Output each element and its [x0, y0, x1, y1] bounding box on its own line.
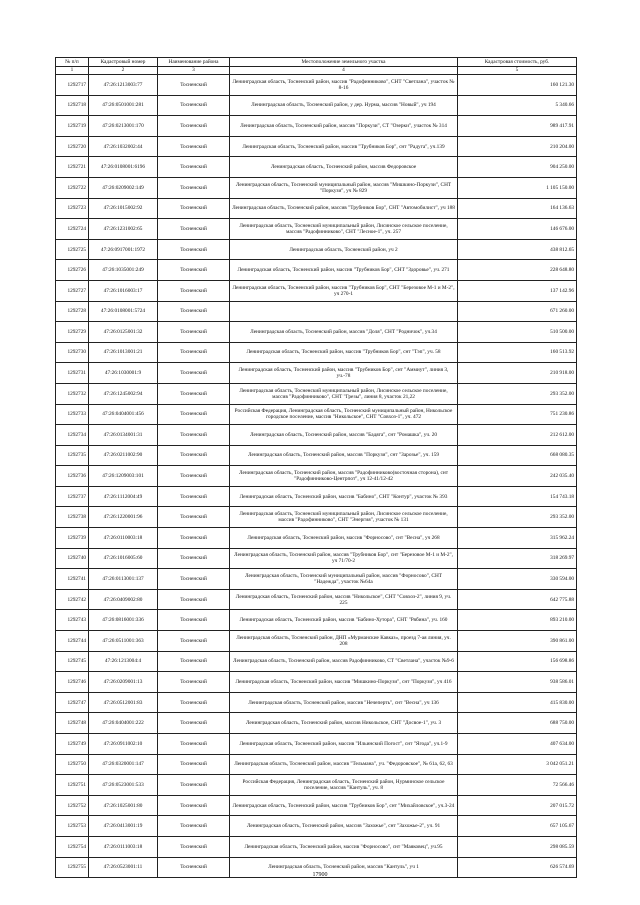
location-cell: Ленинградская область, Тосненский район, массив "Бабино", СНТ "Контур", участок № 393 — [230, 486, 458, 507]
cadastral-number-cell: 47:26:0113001:137 — [89, 569, 158, 590]
cadastral-number-cell: 47:26:1213003:77 — [89, 75, 158, 96]
row-number-cell: 1292753 — [56, 816, 89, 837]
location-cell: Ленинградская область, Тосненский муниципальный район, Лисинское сельское поселение, массив "Радофинниково", СНТ "Грезы", линия 8, участок 21,22 — [230, 383, 458, 404]
cadastral-number-cell: 47:26:0404001:222 — [89, 713, 158, 734]
row-number-cell: 1292740 — [56, 548, 89, 569]
row-number-cell: 1292737 — [56, 486, 89, 507]
table-row — [56, 342, 577, 363]
row-number-cell: 1292720 — [56, 136, 89, 157]
location-cell: Ленинградская область, Тосненский район, массив "Бадяга", снт "Ромашка", уч. 20 — [230, 425, 458, 446]
table-row — [56, 610, 577, 631]
cadastral-number-cell: 47:26:1025001:80 — [89, 795, 158, 816]
cadastral-number-cell: 47:26:1032002:44 — [89, 136, 158, 157]
district-cell: Тосненский — [158, 445, 230, 466]
table-row — [56, 672, 577, 693]
row-number-cell: 1292725 — [56, 239, 89, 260]
location-cell: Ленинградская область, Тосненский район, массив "Доля", СНТ "Родничок", уч.34 — [230, 322, 458, 343]
column-index-cell: 1 — [56, 67, 89, 75]
row-number-cell: 1292752 — [56, 795, 89, 816]
district-cell: Тосненский — [158, 692, 230, 713]
district-cell: Тосненский — [158, 219, 230, 240]
cadastral-number-cell: 47:26:0413001:19 — [89, 816, 158, 837]
location-cell: Ленинградская область, Тосненский район, массив "Нечеперть", снт "Весна", уч 136 — [230, 692, 458, 713]
cadastral-number-cell: 47:26:1035001:249 — [89, 260, 158, 281]
row-number-cell: 1292754 — [56, 836, 89, 857]
value-cell: 688 750.00 — [458, 713, 577, 734]
table-row — [56, 795, 577, 816]
value-cell: 315 962.24 — [458, 528, 577, 549]
table-row — [56, 95, 577, 116]
cadastral-number-cell: 47:26:0511001:363 — [89, 631, 158, 652]
location-cell: Ленинградская область, Тосненский район, массив "Трубников Бор", снт "Тэп", уч. 58 — [230, 342, 458, 363]
value-cell: 668 080.35 — [458, 445, 577, 466]
district-cell: Тосненский — [158, 116, 230, 137]
value-cell: 212 612.00 — [458, 425, 577, 446]
value-cell: 72 566.46 — [458, 775, 577, 796]
value-cell: 293 352.00 — [458, 507, 577, 528]
table-header-row — [56, 58, 577, 67]
row-number-cell: 1292739 — [56, 528, 89, 549]
cadastral-number-cell: 47:26:1013001:21 — [89, 342, 158, 363]
value-cell: 904 250.00 — [458, 157, 577, 178]
row-number-cell: 1292741 — [56, 569, 89, 590]
value-cell: 390 861.00 — [458, 631, 577, 652]
table-row — [56, 219, 577, 240]
value-cell: 5 340.66 — [458, 95, 577, 116]
table-row — [56, 651, 577, 672]
location-cell: Ленинградская область, Тосненский район, массив Радофинниково, СТ "Светлана", участок №9-6 — [230, 651, 458, 672]
value-cell: 407 634.00 — [458, 734, 577, 755]
district-cell: Тосненский — [158, 610, 230, 631]
cadastral-number-cell: 47:26:1015002:92 — [89, 198, 158, 219]
district-cell: Тосненский — [158, 404, 230, 425]
location-cell: Ленинградская область, Тосненский район, массив "Захожье", снт "Захожье-2", уч. 91 — [230, 816, 458, 837]
district-cell: Тосненский — [158, 631, 230, 652]
value-cell: 1 105 150.00 — [458, 177, 577, 198]
header-district-name: Наименование района — [158, 58, 230, 67]
value-cell: 626 574.69 — [458, 857, 577, 878]
district-cell: Тосненский — [158, 95, 230, 116]
table-row — [56, 280, 577, 301]
row-number-cell: 1292727 — [56, 280, 89, 301]
row-number-cell: 1292722 — [56, 177, 89, 198]
district-cell: Тосненский — [158, 651, 230, 672]
district-cell: Тосненский — [158, 383, 230, 404]
location-cell: Ленинградская область, Тосненский муниципальный район, Лисинское сельское поселение, массив "Радофинниково", СНТ "Энергия", участок № 131 — [230, 507, 458, 528]
cadastral-number-cell: 47:26:0111003:18 — [89, 836, 158, 857]
cadastral-number-cell: 47:26:1209003:101 — [89, 466, 158, 487]
table-row — [56, 507, 577, 528]
cadastral-number-cell: 47:26:0211002:90 — [89, 445, 158, 466]
cadastral-number-cell: 47:26:0917001:1972 — [89, 239, 158, 260]
cadastral-number-cell: 47:26:0209002:149 — [89, 177, 158, 198]
district-cell: Тосненский — [158, 548, 230, 569]
table-row — [56, 775, 577, 796]
location-cell: Ленинградская область, Тосненский район, массив "Трубников Бор", снт "Радуга", уч.139 — [230, 136, 458, 157]
location-cell: Ленинградская область, Тосненский район, массив "Трубников Бор", снт "Аммиут", линия 3, уч.-78 — [230, 363, 458, 384]
header-location: Местоположение земельного участка — [230, 58, 458, 67]
value-cell: 154 743.18 — [458, 486, 577, 507]
cadastral-number-cell: 47:26:0911002:10 — [89, 734, 158, 755]
cadastral-value-table — [55, 57, 577, 878]
table-row — [56, 631, 577, 652]
value-cell: 510 500.00 — [458, 322, 577, 343]
table-row — [56, 486, 577, 507]
cadastral-number-cell: 47:26:0320001:147 — [89, 754, 158, 775]
district-cell: Тосненский — [158, 713, 230, 734]
table-row — [56, 425, 577, 446]
value-cell: 671 260.00 — [458, 301, 577, 322]
table-row — [56, 445, 577, 466]
district-cell: Тосненский — [158, 528, 230, 549]
row-number-cell: 1292738 — [56, 507, 89, 528]
table-row — [56, 260, 577, 281]
value-cell: 156 698.86 — [458, 651, 577, 672]
district-cell: Тосненский — [158, 280, 230, 301]
location-cell: Ленинградская область, Тосненский район, массив "Радофинниково(восточная сторона), снт "Радофинниково-Центрпот", уч 12-41/12-42 — [230, 466, 458, 487]
row-number-cell: 1292742 — [56, 589, 89, 610]
cadastral-number-cell: 47:26:0816001:336 — [89, 610, 158, 631]
district-cell: Тосненский — [158, 177, 230, 198]
row-number-cell: 1292717 — [56, 75, 89, 96]
table-row — [56, 383, 577, 404]
value-cell: 3 042 051.21 — [458, 754, 577, 775]
district-cell: Тосненский — [158, 754, 230, 775]
table-row — [56, 836, 577, 857]
district-cell: Тосненский — [158, 795, 230, 816]
row-number-cell: 1292721 — [56, 157, 89, 178]
location-cell: Ленинградская область, Тосненский район, массив "Трубников Бор", СНТ "Березовое М-1 и М-2", уч 270-1 — [230, 280, 458, 301]
district-cell: Тосненский — [158, 363, 230, 384]
value-cell: 751 230.86 — [458, 404, 577, 425]
location-cell: Ленинградская область, Тосненский район, массив "Никольское", СНТ "Совхоз-2", линия 9, уч. 225 — [230, 589, 458, 610]
row-number-cell: 1292747 — [56, 692, 89, 713]
table-row — [56, 692, 577, 713]
location-cell: Ленинградская область, Тосненский район, массив "Тельмана", уч. "Федоровское", № 61а, 62, 63 — [230, 754, 458, 775]
row-number-cell: 1292750 — [56, 754, 89, 775]
table-row — [56, 116, 577, 137]
row-number-cell: 1292751 — [56, 775, 89, 796]
location-cell — [230, 301, 458, 322]
district-cell: Тосненский — [158, 136, 230, 157]
table-row — [56, 239, 577, 260]
value-cell: 210 204.00 — [458, 136, 577, 157]
location-cell: Ленинградская область, Тосненский район, массив "Трубников Бор", СНТ "Здоровье", уч. 271 — [230, 260, 458, 281]
cadastral-number-cell: 47:26:0209001:13 — [89, 672, 158, 693]
district-cell: Тосненский — [158, 425, 230, 446]
location-cell: Ленинградская область, Тосненский район, массив "Трубников Бор", снт "Михайловское", уч.3-24 — [230, 795, 458, 816]
district-cell: Тосненский — [158, 507, 230, 528]
cadastral-number-cell: 47:26:1231002:65 — [89, 219, 158, 240]
row-number-cell: 1292736 — [56, 466, 89, 487]
location-cell: Российская Федерация, Ленинградская область, Тосненский район, Нурминское сельское поселение, массив "Кантуль", уч. 8 — [230, 775, 458, 796]
cadastral-number-cell: 47:26:1213004:4 — [89, 651, 158, 672]
page-number: 17900 — [312, 872, 328, 878]
table-row — [56, 466, 577, 487]
row-number-cell: 1292735 — [56, 445, 89, 466]
district-cell: Тосненский — [158, 734, 230, 755]
table-row — [56, 177, 577, 198]
row-number-cell: 1292749 — [56, 734, 89, 755]
column-index-cell: 5 — [458, 67, 577, 75]
table-row — [56, 363, 577, 384]
row-number-cell: 1292732 — [56, 383, 89, 404]
district-cell: Тосненский — [158, 322, 230, 343]
location-cell: Ленинградская область, Тосненский район, уч 2 — [230, 239, 458, 260]
row-number-cell: 1292730 — [56, 342, 89, 363]
cadastral-number-cell: 47:26:0512001:83 — [89, 692, 158, 713]
row-number-cell: 1292755 — [56, 857, 89, 878]
row-number-cell: 1292728 — [56, 301, 89, 322]
column-index-cell: 2 — [89, 67, 158, 75]
district-cell: Тосненский — [158, 672, 230, 693]
cadastral-number-cell: 47:26:0108001:5724 — [89, 301, 158, 322]
row-number-cell: 1292724 — [56, 219, 89, 240]
table-row — [56, 322, 577, 343]
cadastral-number-cell: 47:26:0523001:11 — [89, 857, 158, 878]
table-row — [56, 816, 577, 837]
district-cell: Тосненский — [158, 157, 230, 178]
location-cell: Ленинградская область, Тосненский район, ДНП «Мурманские Кавказ», проезд 7-ая линия, уч. 208 — [230, 631, 458, 652]
cadastral-number-cell: 47:26:1112004:49 — [89, 486, 158, 507]
value-cell: 228 648.80 — [458, 260, 577, 281]
value-cell: 164 136.63 — [458, 198, 577, 219]
row-number-cell: 1292733 — [56, 404, 89, 425]
district-cell: Тосненский — [158, 816, 230, 837]
row-number-cell: 1292723 — [56, 198, 89, 219]
value-cell: 989 417.91 — [458, 116, 577, 137]
value-cell: 146 676.00 — [458, 219, 577, 240]
location-cell: Ленинградская область, Тосненский район, у дер. Нурма, массив "Новый", уч 194 — [230, 95, 458, 116]
location-cell: Ленинградская область, Тосненский район, массив "Поркузи", снт "Зарозье", уч. 159 — [230, 445, 458, 466]
district-cell: Тосненский — [158, 198, 230, 219]
row-number-cell: 1292745 — [56, 651, 89, 672]
location-cell: Ленинградская область, Тосненский муниципальный район, Лисинское сельское поселение, массив "Радофинниково", СНТ "Лесное-1", уч. 257 — [230, 219, 458, 240]
value-cell: 160 121.30 — [458, 75, 577, 96]
cadastral-number-cell: 47:26:1220001:96 — [89, 507, 158, 528]
column-index-cell: 4 — [230, 67, 458, 75]
location-cell: Ленинградская область, Тосненский район, массив "Форносово", снт "Маяковец", уч.95 — [230, 836, 458, 857]
district-cell: Тосненский — [158, 260, 230, 281]
row-number-cell: 1292731 — [56, 363, 89, 384]
cadastral-number-cell: 47:26:1030001:9 — [89, 363, 158, 384]
location-cell: Ленинградская область, Тосненский район, массив "Радофинниково", СНТ "Светлана", участок № 8-16 — [230, 75, 458, 96]
table-row — [56, 198, 577, 219]
value-cell: 137 142.96 — [458, 280, 577, 301]
location-cell: Российская Федерация, Ленинградская область, Тосненский муниципальный район, Никольское городское поселение, массив "Никольское", СНТ "Совхоз-1", уч. 472 — [230, 404, 458, 425]
cadastral-number-cell: 47:26:1245002:94 — [89, 383, 158, 404]
table-column-index-row — [56, 67, 577, 75]
district-cell: Тосненский — [158, 342, 230, 363]
table-row — [56, 301, 577, 322]
value-cell: 293 352.00 — [458, 383, 577, 404]
location-cell: Ленинградская область, Тосненский район, массив "Трубников Бор", снт "Березовое М-1 и М-2", уч 71/70-2 — [230, 548, 458, 569]
column-index-cell: 3 — [158, 67, 230, 75]
row-number-cell: 1292744 — [56, 631, 89, 652]
district-cell: Тосненский — [158, 589, 230, 610]
table-row — [56, 157, 577, 178]
row-number-cell: 1292746 — [56, 672, 89, 693]
location-cell: Ленинградская область, Тосненский район, массив "Кантуль", уч 1 — [230, 857, 458, 878]
table-row — [56, 734, 577, 755]
value-cell: 298 085.59 — [458, 836, 577, 857]
value-cell: 207 015.72 — [458, 795, 577, 816]
cadastral-number-cell: 47:26:0108001:6196 — [89, 157, 158, 178]
value-cell: 938 586.01 — [458, 672, 577, 693]
value-cell: 160 513.92 — [458, 342, 577, 363]
row-number-cell: 1292726 — [56, 260, 89, 281]
district-cell: Тосненский — [158, 301, 230, 322]
value-cell: 330 594.00 — [458, 569, 577, 590]
cadastral-number-cell: 47:26:1016005:60 — [89, 548, 158, 569]
value-cell: 242 035.40 — [458, 466, 577, 487]
value-cell: 893 210.00 — [458, 610, 577, 631]
district-cell: Тосненский — [158, 466, 230, 487]
location-cell: Ленинградская область, Тосненский район, массив Никольское, СНТ "Досвое-1", уч. 3 — [230, 713, 458, 734]
cadastral-number-cell: 47:26:0134001:31 — [89, 425, 158, 446]
location-cell: Ленинградская область, Тосненский район, массив "Поркузи", СТ "Озерки", участок № 314 — [230, 116, 458, 137]
location-cell: Ленинградская область, Тосненский район, массив "Форносово", снт "Весна", уч 268 — [230, 528, 458, 549]
row-number-cell: 1292734 — [56, 425, 89, 446]
district-cell: Тосненский — [158, 239, 230, 260]
row-number-cell: 1292729 — [56, 322, 89, 343]
table-row — [56, 589, 577, 610]
row-number-cell: 1292719 — [56, 116, 89, 137]
cadastral-number-cell: 47:26:0110003:18 — [89, 528, 158, 549]
cadastral-number-cell: 47:26:0404001:456 — [89, 404, 158, 425]
value-cell: 210 918.00 — [458, 363, 577, 384]
header-cadastral-value: Кадастровая стоимость, руб. — [458, 58, 577, 67]
value-cell: 438 812.65 — [458, 239, 577, 260]
cadastral-number-cell: 47:26:0409002:80 — [89, 589, 158, 610]
row-number-cell: 1292743 — [56, 610, 89, 631]
cadastral-number-cell: 47:26:0125001:32 — [89, 322, 158, 343]
table-row — [56, 136, 577, 157]
value-cell: 318 269.97 — [458, 548, 577, 569]
header-cadastral-number: Кадастровый номер — [89, 58, 158, 67]
location-cell: Ленинградская область, Тосненский район, массив Федоровское — [230, 157, 458, 178]
table-row — [56, 548, 577, 569]
table-row — [56, 75, 577, 96]
district-cell: Тосненский — [158, 857, 230, 878]
value-cell: 657 105.67 — [458, 816, 577, 837]
value-cell: 642 775.88 — [458, 589, 577, 610]
row-number-cell: 1292748 — [56, 713, 89, 734]
cadastral-number-cell: 47:26:0523001:533 — [89, 775, 158, 796]
table-row — [56, 404, 577, 425]
district-cell: Тосненский — [158, 75, 230, 96]
location-cell: Ленинградская область, Тосненский район, массив "Мишкино-Поркузи", снт "Поркузи", уч 416 — [230, 672, 458, 693]
cadastral-number-cell: 47:26:1016003:17 — [89, 280, 158, 301]
table-row — [56, 528, 577, 549]
cadastral-number-cell: 47:26:0213001:170 — [89, 116, 158, 137]
location-cell: Ленинградская область, Тосненский район, массив "Ильинский Погост", снт "Ягода", уч.1-9 — [230, 734, 458, 755]
location-cell: Ленинградская область, Тосненский район, массив "Бабино-Хутора", СНТ "Рябина", уч. 160 — [230, 610, 458, 631]
location-cell: Ленинградская область, Тосненский муниципальный район, массив "Мишкино-Поркузи", СНТ "Поркузи", уч № 829 — [230, 177, 458, 198]
district-cell: Тосненский — [158, 836, 230, 857]
location-cell: Ленинградская область, Тосненский муниципальный район, массив "Форносово", СНТ "Надежда", участок №64а — [230, 569, 458, 590]
table-row — [56, 713, 577, 734]
district-cell: Тосненский — [158, 775, 230, 796]
table-row — [56, 754, 577, 775]
value-cell: 415 830.00 — [458, 692, 577, 713]
table-row — [56, 569, 577, 590]
row-number-cell: 1292718 — [56, 95, 89, 116]
cadastral-number-cell: 47:26:0501001:281 — [89, 95, 158, 116]
location-cell: Ленинградская область, Тосненский район, массив "Трубников Бор", СНТ "Автомобилист", уч 188 — [230, 198, 458, 219]
header-row-number: № п/п — [56, 58, 89, 67]
district-cell: Тосненский — [158, 569, 230, 590]
district-cell: Тосненский — [158, 486, 230, 507]
